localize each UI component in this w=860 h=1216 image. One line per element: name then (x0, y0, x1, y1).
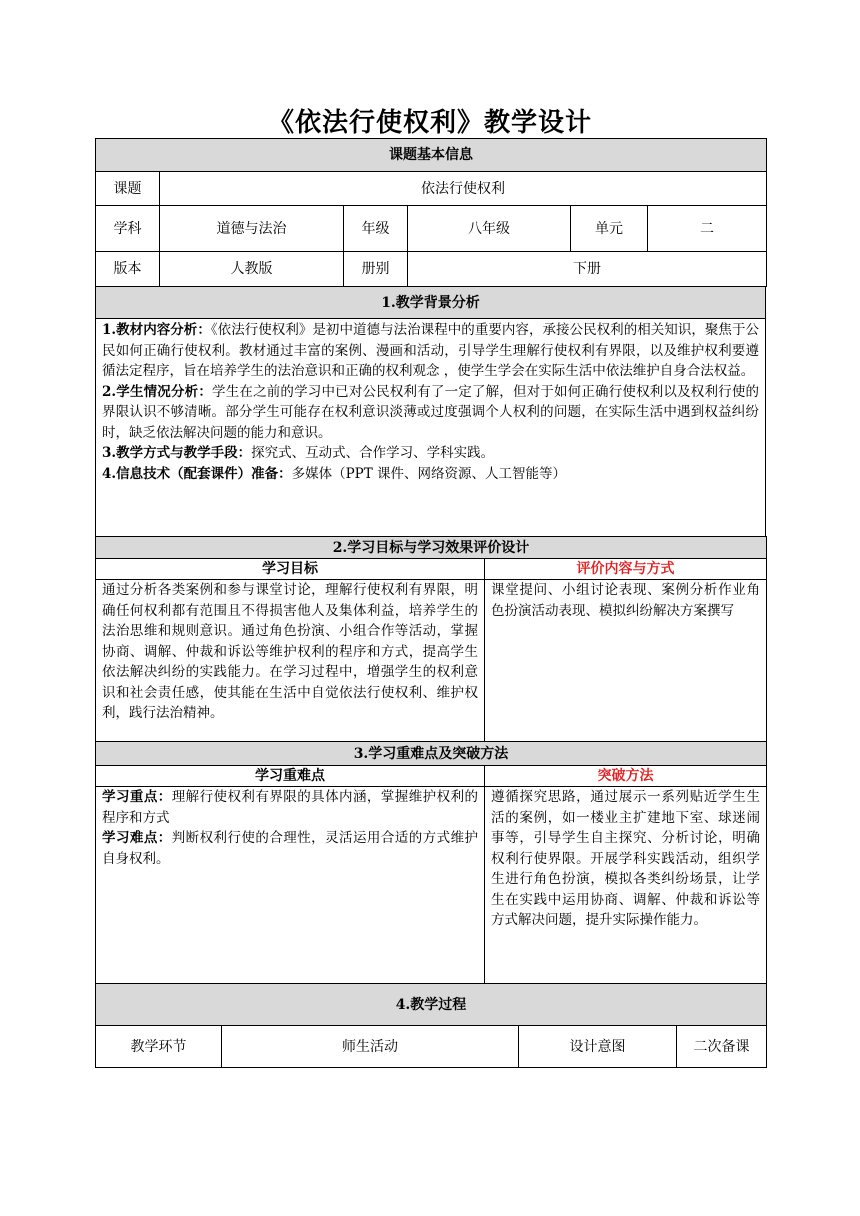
grade-value: 八年级 (408, 206, 571, 252)
volume-label: 册别 (344, 252, 408, 287)
subject-value: 道德与法治 (160, 206, 344, 252)
section1-header: 1.教学背景分析 (96, 287, 766, 319)
key-point: 学习重点：理解行使权利有界限的具体内涵，掌握维护权利的程序和方式 (102, 789, 479, 826)
topic-value: 依法行使权利 (160, 172, 767, 206)
section3-table (95, 741, 767, 984)
grade-label: 年级 (344, 206, 408, 252)
edition-label: 版本 (96, 252, 160, 287)
col-activities: 师生活动 (222, 1026, 519, 1068)
section2-header: 2.学习目标与学习效果评价设计 (96, 537, 767, 559)
page-title: 《依法行使权利》教学设计 (267, 108, 592, 138)
background-item: 4.信息技术（配套课件）准备：多媒体（PPT 课件、网络资源、人工智能等） (102, 465, 567, 482)
basic-info-header: 课题基本信息 (96, 139, 767, 172)
background-item: 1.教材内容分析：《依法行使权利》是初中道德与法治课程中的重要内容，承接公民权利的相关知识，聚焦于公民如何正确行使权利。教材通过丰富的案例、漫画和活动，引导学生理解行使权利有界限，以及维护权利要遵循法定程序，旨在培养学生的法治意识和正确的权利观念 ，使学生学会在实际生活中依法维护自身合法权益。 (102, 322, 760, 379)
col-second-prep: 二次备课 (677, 1026, 767, 1068)
topic-label: 课题 (96, 172, 160, 206)
learning-goals-heading: 学习目标 (96, 559, 485, 580)
col-teaching-stage: 教学环节 (96, 1026, 222, 1068)
volume-value: 下册 (408, 252, 767, 287)
evaluation-heading: 评价内容与方式 (485, 559, 767, 580)
difficult-point: 学习难点：判断权利行使的合理性，灵活运用合适的方式维护自身权利。 (102, 830, 479, 867)
methods-text: 遵循探究思路，通过展示一系列贴近学生生活的案例，如一楼业主扩建地下室、球迷闹事等，引导学生自主探究、分析讨论，明确权利行使界限。开展学科实践活动，组织学生进行角色扮演，模拟各类纠纷场景，让学生在实践中运用协商、调解、仲裁和诉讼等方式解决问题，提升实际操作能力。 (485, 787, 767, 984)
evaluation-text: 课堂提问、小组讨论表现、案例分析作业角色扮演活动表现、模拟纠纷解决方案撰写 (485, 580, 767, 742)
unit-value: 二 (648, 206, 767, 252)
basic-info-table (95, 138, 767, 287)
section3-header: 3.学习重难点及突破方法 (96, 742, 767, 766)
background-analysis (96, 319, 766, 537)
section4-table (95, 983, 767, 1068)
col-design-intent: 设计意图 (519, 1026, 677, 1068)
edition-value: 人教版 (160, 252, 344, 287)
section1-table (95, 286, 766, 537)
section2-table (95, 536, 767, 742)
section4-header: 4.教学过程 (96, 984, 767, 1026)
learning-goals-text: 通过分析各类案例和参与课堂讨论，理解行使权利有界限，明确任何权利都有范围且不得损害他人及集体利益，培养学生的法治思维和规则意识。通过角色扮演、小组合作等活动，掌握协商、调解、仲裁和诉讼等维护权利的程序和方式，提高学生依法解决纠纷的实践能力。在学习过程中，增强学生的权利意识和社会责任感，使其能在生活中自觉依法行使权利、维护权利，践行法治精神。 (96, 580, 485, 742)
background-item: 2.学生情况分析：学生在之前的学习中已对公民权利有了一定了解，但对于如何正确行使权利以及权利行使的界限认识不够清晰。部分学生可能存在权利意识淡薄或过度强调个人权利的问题，在实际生活中遇到权益纠纷时，缺乏依法解决问题的能力和意识。 (102, 383, 760, 441)
key-points-text (96, 787, 485, 984)
methods-heading: 突破方法 (485, 766, 767, 787)
key-points-heading: 学习重难点 (96, 766, 485, 787)
background-item: 3.教学方式与教学手段：探究式、互动式、合作学习、学科实践。 (102, 445, 495, 461)
lesson-plan-table (95, 138, 766, 1068)
subject-label: 学科 (96, 206, 160, 252)
unit-label: 单元 (571, 206, 648, 252)
